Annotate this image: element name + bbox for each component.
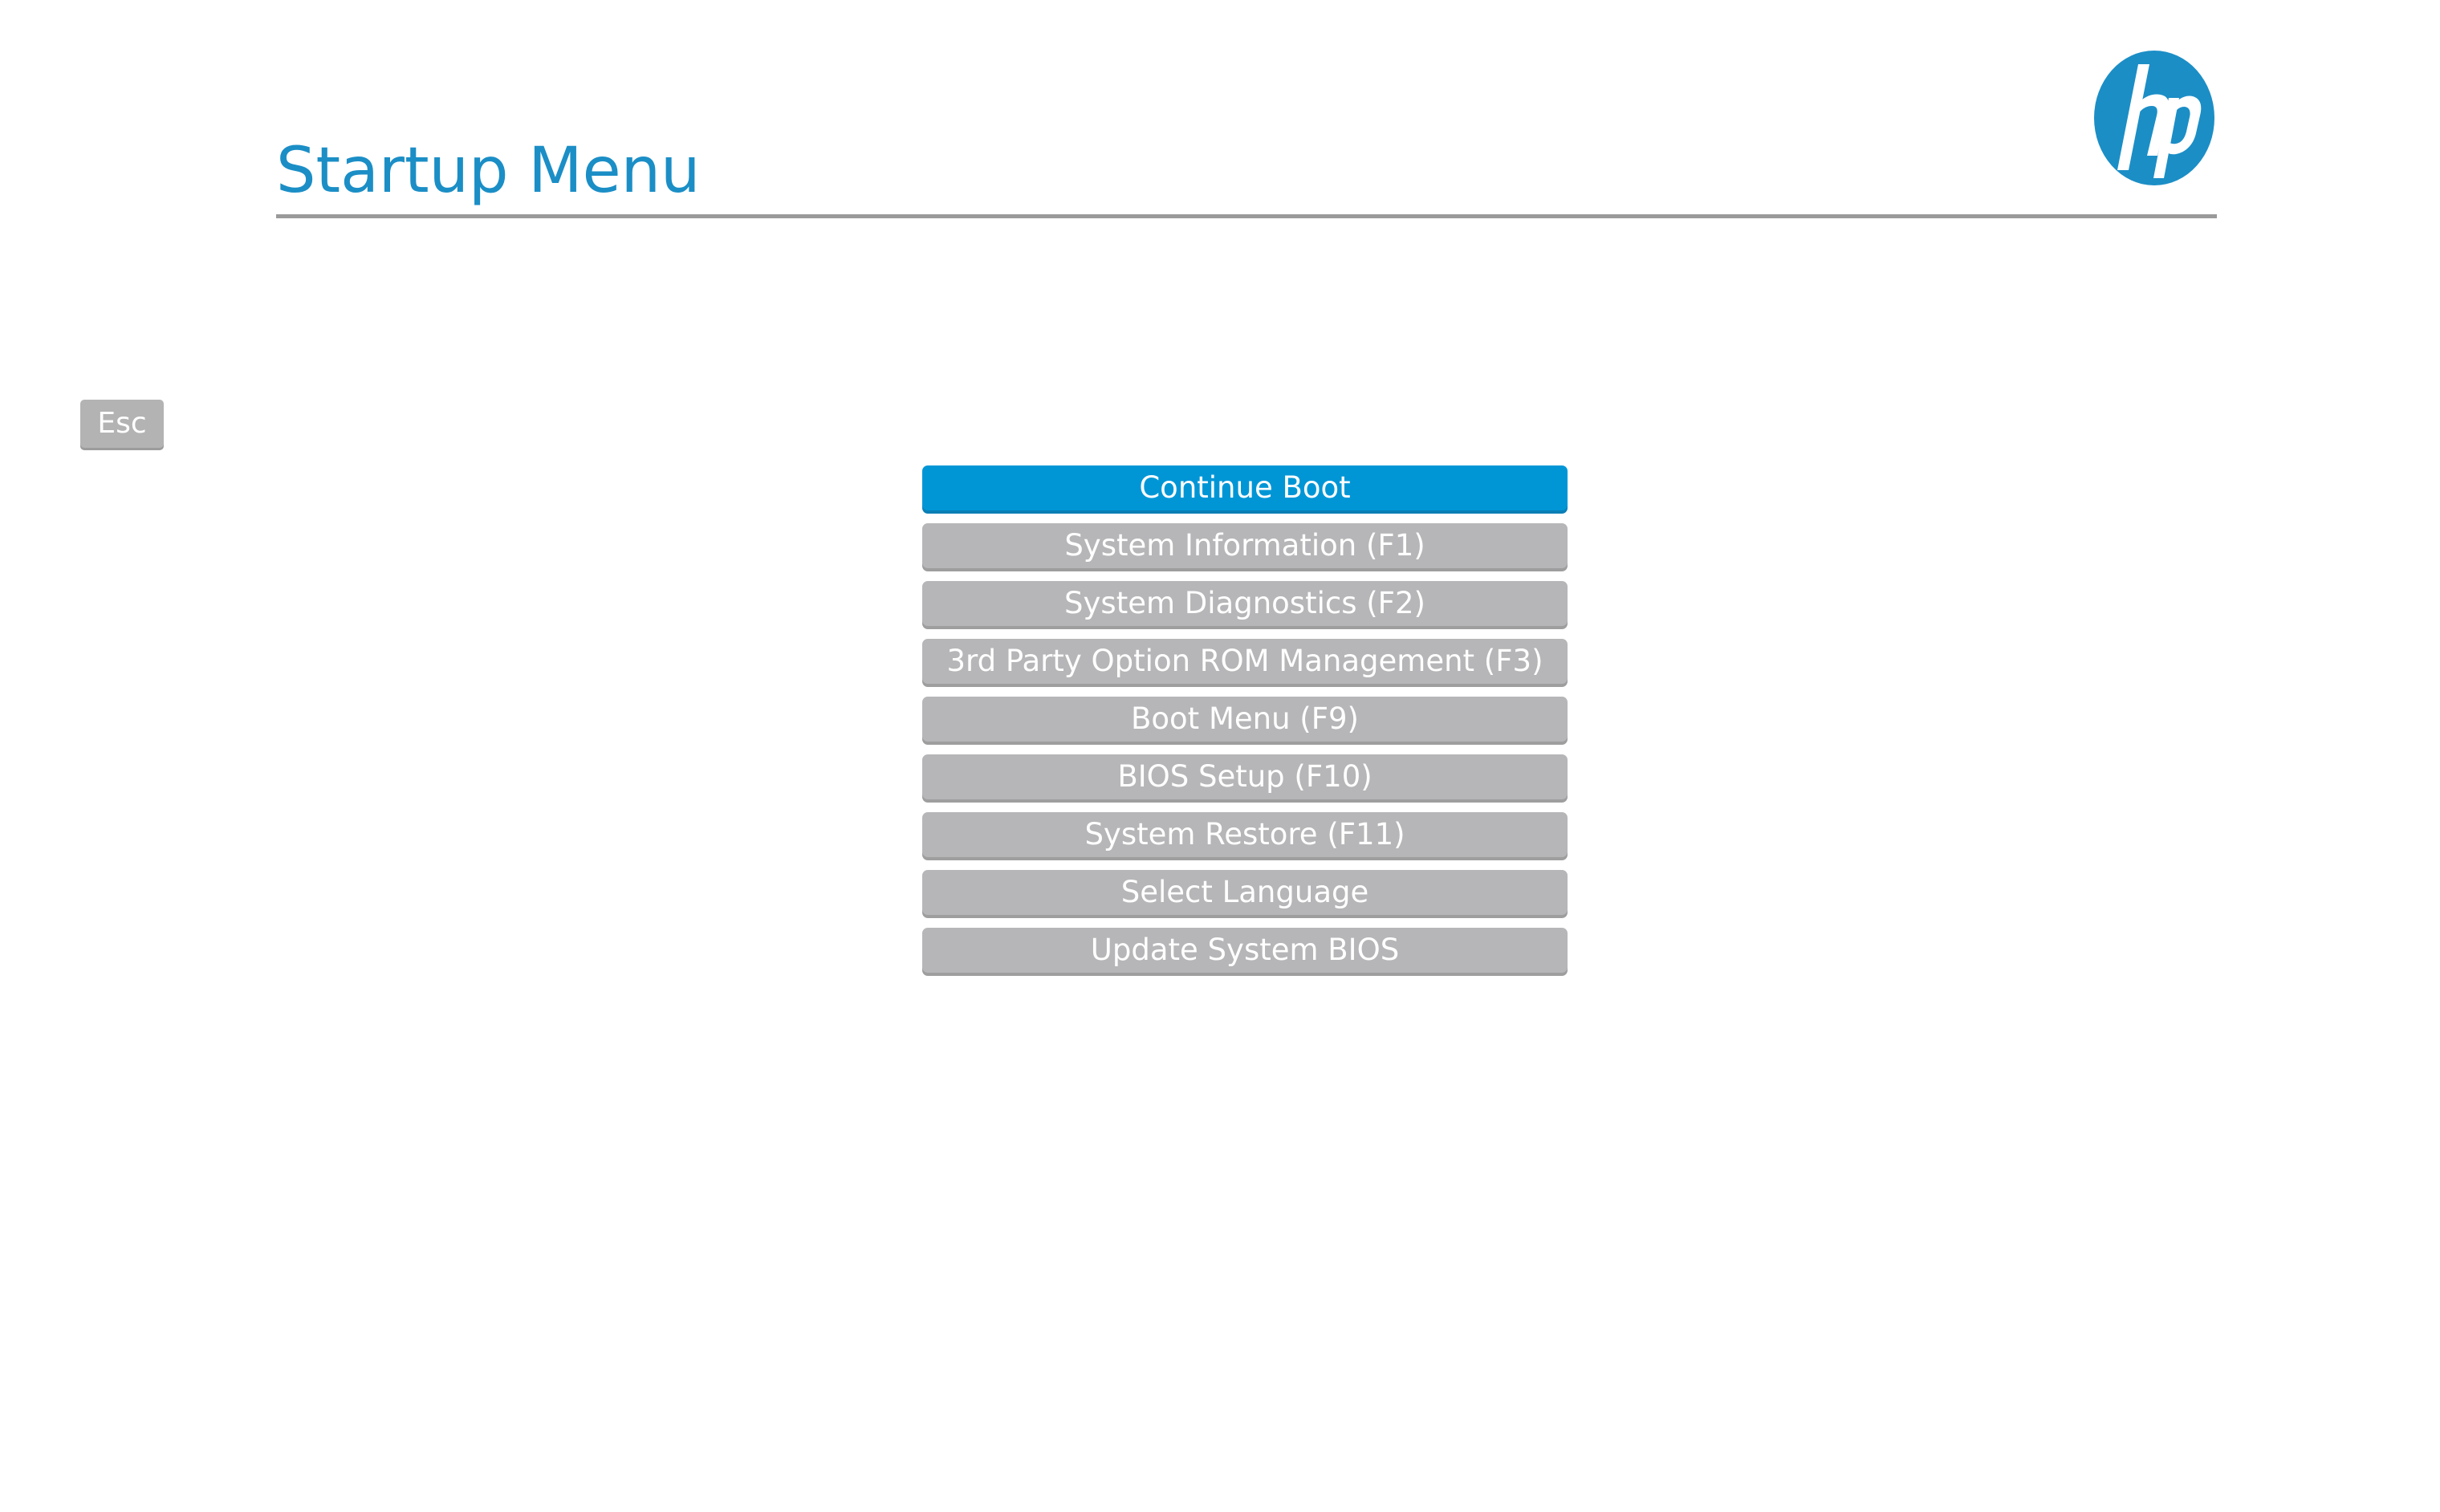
page-title: Startup Menu bbox=[276, 135, 701, 207]
menu-item-select-language[interactable]: Select Language bbox=[922, 870, 1568, 915]
menu-item-boot-menu[interactable]: Boot Menu (F9) bbox=[922, 697, 1568, 742]
title-divider bbox=[276, 214, 2217, 218]
menu-item-update-system-bios[interactable]: Update System BIOS bbox=[922, 928, 1568, 973]
menu-item-system-diagnostics[interactable]: System Diagnostics (F2) bbox=[922, 581, 1568, 626]
menu-item-system-information[interactable]: System Information (F1) bbox=[922, 523, 1568, 568]
menu-item-system-restore[interactable]: System Restore (F11) bbox=[922, 812, 1568, 857]
hp-logo-icon bbox=[2093, 50, 2215, 186]
menu-item-option-rom-management[interactable]: 3rd Party Option ROM Management (F3) bbox=[922, 639, 1568, 684]
menu-item-continue-boot[interactable]: Continue Boot bbox=[922, 465, 1568, 510]
esc-button[interactable]: Esc bbox=[80, 400, 164, 448]
menu-item-bios-setup[interactable]: BIOS Setup (F10) bbox=[922, 754, 1568, 799]
hp-logo-text bbox=[2093, 186, 2094, 187]
startup-menu bbox=[922, 465, 1568, 986]
